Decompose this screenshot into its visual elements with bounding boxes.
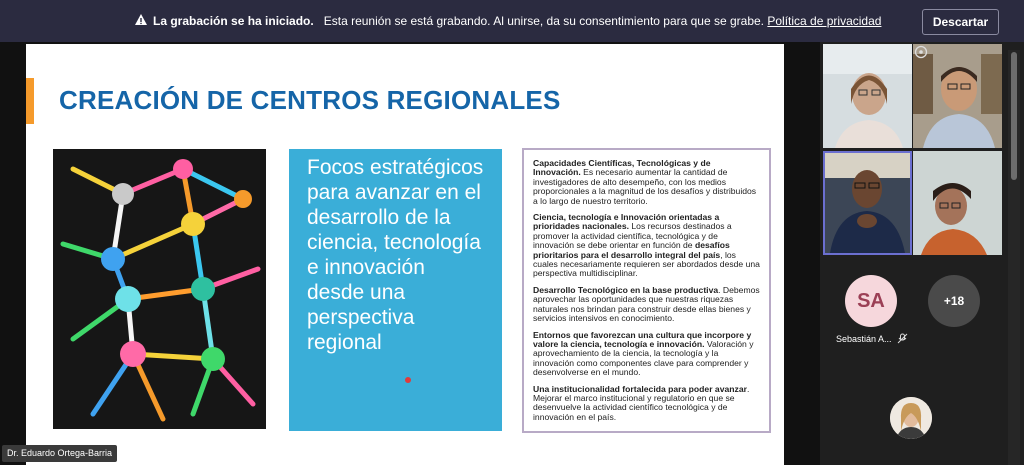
- presentation-slide: [26, 44, 784, 465]
- banner-message: [153, 14, 881, 28]
- more-participants-button[interactable]: +18: [928, 275, 980, 327]
- list-item: Una institucionalidad fortalecida para poder avanzar. Mejorar el marco institucional y regulatorio en que se desenvuelve la actividad científico tecnológica y de innovación en el país.: [533, 383, 750, 422]
- list-item: Entornos que favorezcan una cultura que incorpore y valore la ciencia, tecnología e innovación. Valoración y aprovechamiento de la ciencia, la tecnología y la innovación como componentes clave para comprender y desenvolverse en el mundo.: [533, 329, 754, 378]
- scrollbar-thumb[interactable]: [1011, 52, 1017, 180]
- recording-info-icon: [134, 13, 148, 27]
- presenter-name-label: Dr. Eduardo Ortega-Barria: [2, 445, 117, 462]
- mic-muted-icon: [897, 333, 908, 344]
- banner-text: Esta reunión se está grabando. Al unirse, da su consentimiento para que se grabe.: [323, 14, 765, 28]
- list-item: Capacidades Científicas, Tecnológicas y de Innovación. Es necesario aumentar la cantidad de investigadores de alto desempeño, con los medios proporcionales a la magnitud de los desafíos y distribuidos a lo largo de nuestro territorio.: [533, 158, 757, 206]
- participant-video[interactable]: [823, 44, 912, 148]
- participant-video[interactable]: [913, 151, 1002, 255]
- participant-video[interactable]: [913, 44, 1002, 148]
- avatar[interactable]: SA: [845, 275, 897, 327]
- colorful-network-image: [53, 149, 266, 429]
- slide-accent-bar: [26, 78, 34, 124]
- recording-banner: [0, 0, 1024, 42]
- banner-title: La grabación se ha iniciado.: [153, 14, 314, 28]
- camera-flip-icon[interactable]: [914, 45, 928, 59]
- participant-video-active-speaker[interactable]: [823, 151, 912, 255]
- dismiss-button[interactable]: Descartar: [922, 9, 999, 35]
- participant-name: Sebastián A...: [836, 334, 892, 344]
- slide-title: CREACIÓN DE CENTROS REGIONALES: [59, 85, 561, 115]
- list-item: Desarrollo Tecnológico en la base productiva. Debemos aprovechar las oportunidades que nuestras riquezas naturales nos brindan para construir desde ellas bienes y servicios intensivos en conocimiento.: [533, 284, 760, 324]
- pointer-marker: [405, 377, 411, 383]
- privacy-policy-link[interactable]: Política de privacidad: [767, 14, 882, 28]
- slide-highlight-text: Focos estratégicos para avanzar en el desarrollo de la ciencia, tecnología e innovación desde una perspectiva regional: [307, 156, 484, 354]
- slide-text-box: [522, 148, 771, 433]
- participants-panel: [820, 42, 1024, 465]
- list-item: Ciencia, tecnología e Innovación orientadas a prioridades nacionales. Los recursos destinados a promover la actividad científica, tecnológica y de innovación se debe orientar en función de desafíos prioritarios para el desarrollo integral del país, los cuales necesariamente requieren ser abordados desde una perspectiva multidisciplinar.: [533, 212, 760, 279]
- slide-highlight-box: [289, 149, 502, 431]
- scrollbar[interactable]: [1008, 50, 1020, 465]
- self-view-avatar[interactable]: [890, 397, 932, 439]
